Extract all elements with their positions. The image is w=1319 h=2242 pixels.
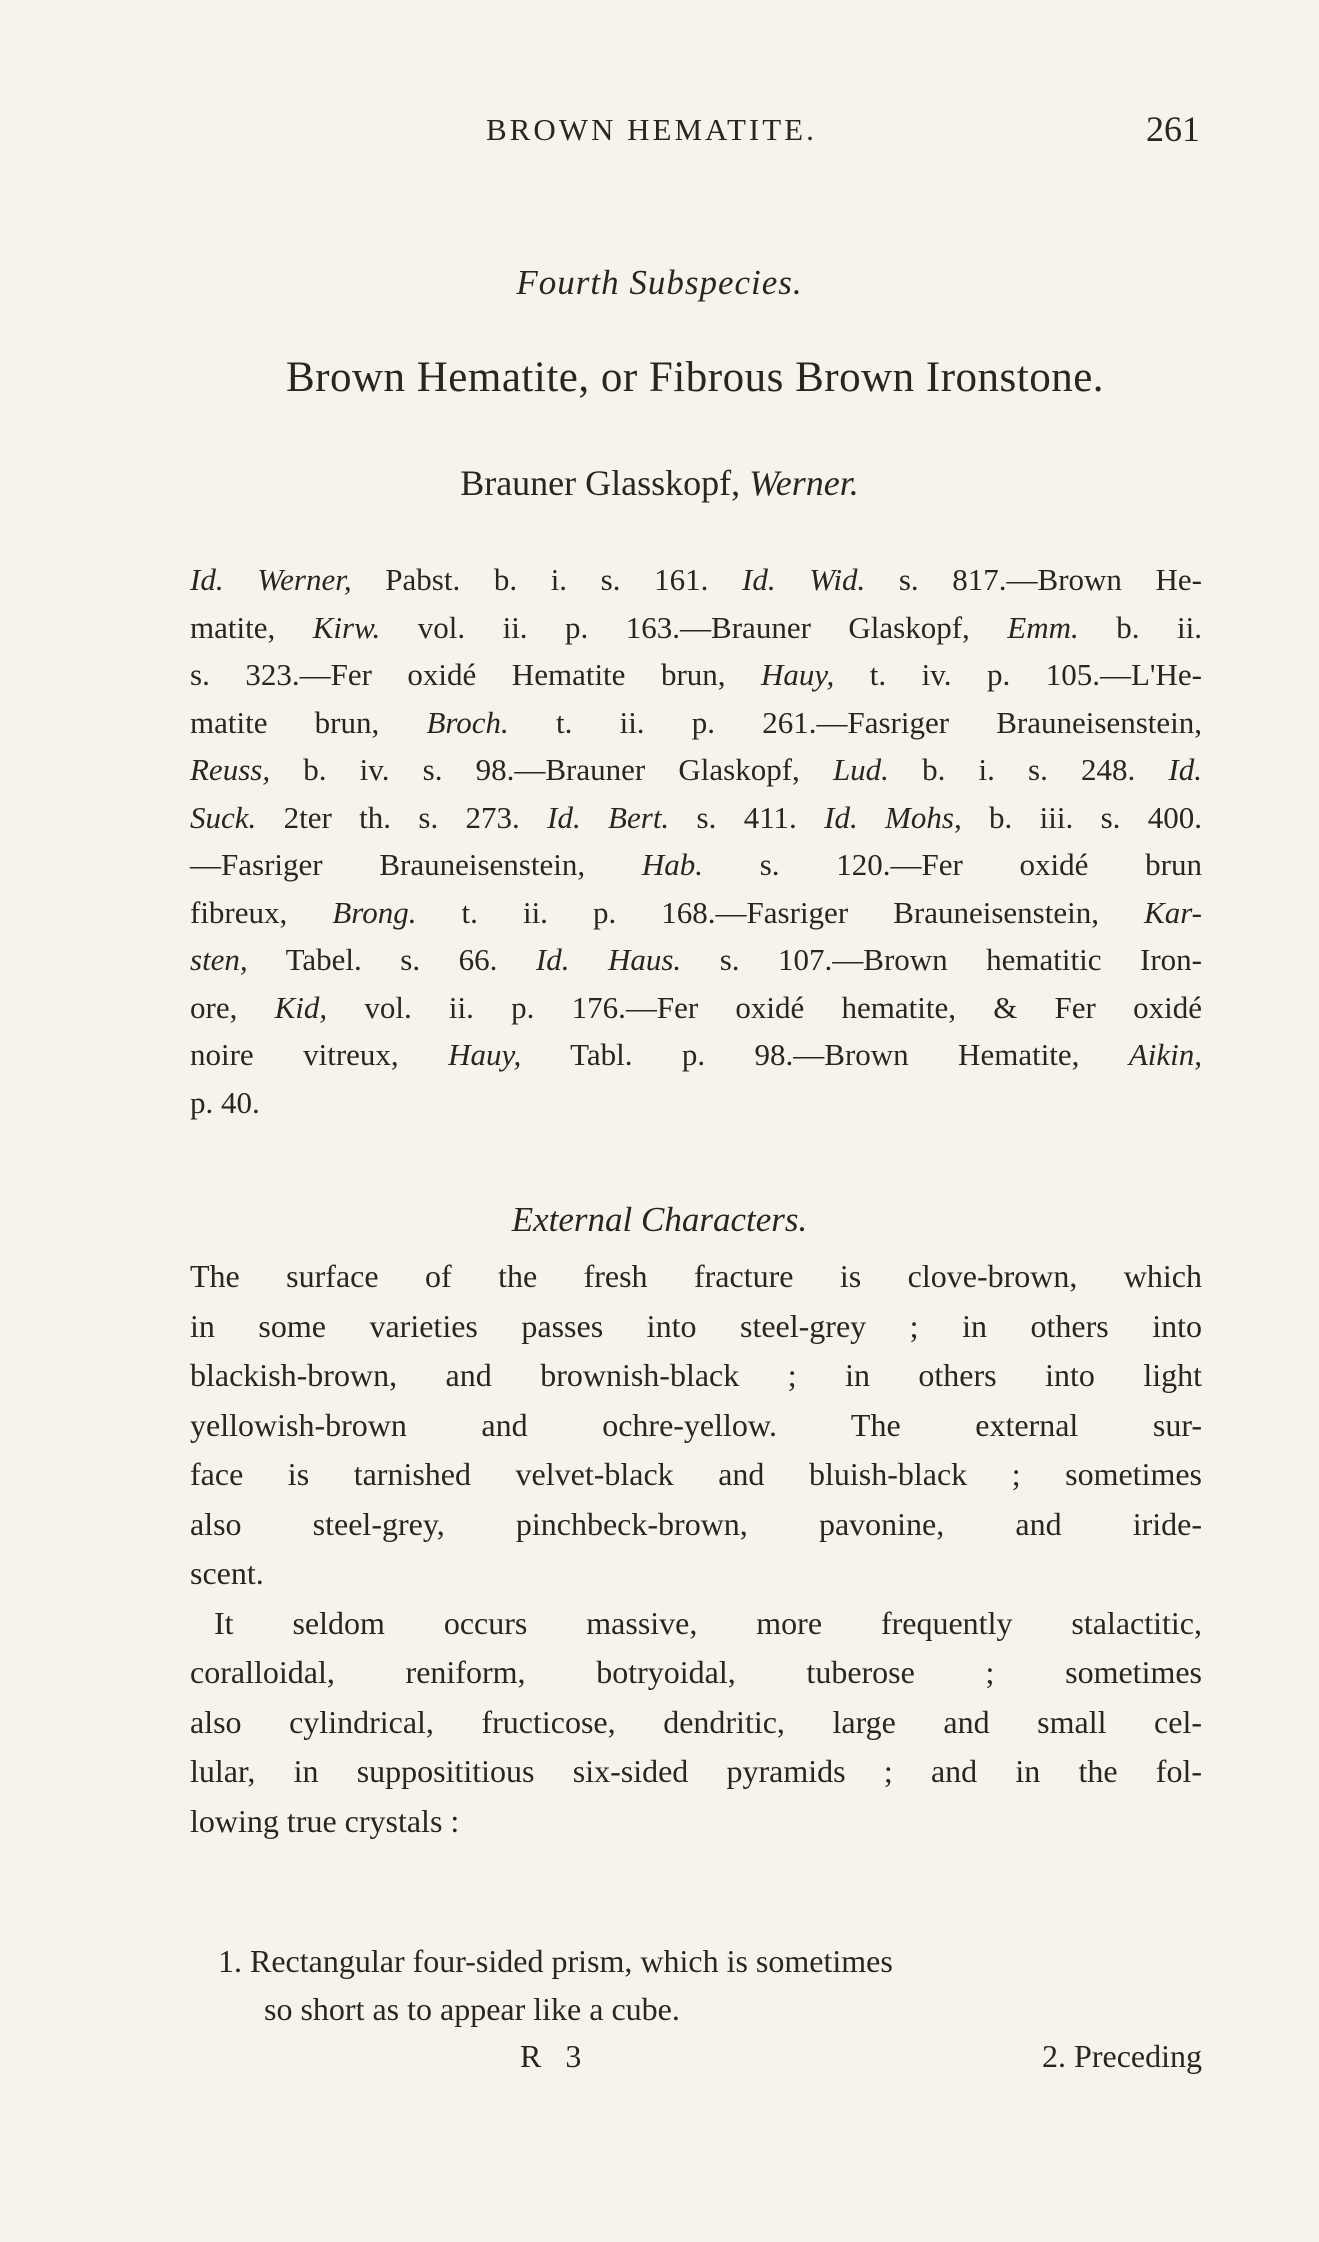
synonymy-line: s. 323.—Fer oxidé Hematite brun, Hauy, t. iv. p. 105.—L'He- [190,657,1202,692]
german-name-authority: Werner. [749,463,859,503]
synonymy-line: Reuss, b. iv. s. 98.—Brauner Glaskopf, Lud. b. i. s. 248. Id. [190,752,1202,787]
text-line: face is tarnished velvet-black and bluish-black ; sometimes [190,1456,1202,1492]
running-title: BROWN HEMATITE. [486,112,817,147]
synonymy-line: fibreux, Brong. t. ii. p. 168.—Fasriger Brauneisenstein, Kar- [190,894,1202,930]
synonymy-line: matite brun, Broch. t. ii. p. 261.—Fasriger Brauneisenstein, [190,704,1202,740]
text-line: coralloidal, reniform, botryoidal, tuberose ; sometimes [190,1654,1202,1690]
text-line: scent. [190,1555,264,1591]
signature-mark: R 3 [520,2038,590,2074]
synonymy-line: matite, Kirw. vol. ii. p. 163.—Brauner Glaskopf, Emm. b. ii. [190,609,1202,645]
synonymy-paragraph [190,556,1202,1126]
page-number: 261 [1146,109,1200,149]
section-heading: External Characters. [511,1200,808,1239]
synonymy-line: noire vitreux, Hauy, Tabl. p. 98.—Brown Hematite, Aikin, [190,1037,1202,1072]
synonymy-line: p. 40. [190,1084,260,1120]
synonymy-line: Suck. 2ter th. s. 273. Id. Bert. s. 411. Id. Mohs, b. iii. s. 400. [190,799,1202,835]
crystal-list-item [218,1937,1202,2033]
species-title: Brown Hematite, or Fibrous Brown Ironstone. [285,354,1105,401]
synonymy-line: sten, Tabel. s. 66. Id. Haus. s. 107.—Brown hematitic Iron- [190,942,1202,977]
synonymy-line: Id. Werner, Pabst. b. i. s. 161. Id. Wid. s. 817.—Brown He- [190,562,1203,597]
text-line: in some varieties passes into steel-grey ; in others into [190,1307,1202,1344]
text-line: blackish-brown, and brownish-black ; in others into light [190,1357,1202,1393]
text-line: lular, in supposititious six-sided pyramids ; and in the fol- [190,1753,1202,1789]
text-line: lowing true crystals : [190,1802,460,1839]
german-name-text: Brauner Glasskopf, [460,463,741,503]
synonymy-line: —Fasriger Brauneisenstein, Hab. s. 120.—Fer oxidé brun [190,847,1202,882]
running-head [190,109,1200,152]
body-text [190,1252,1202,1846]
synonymy-line: ore, Kid, vol. ii. p. 176.—Fer oxidé hematite, & Fer oxidé [190,989,1202,1025]
subspecies-heading: Fourth Subspecies. [516,263,803,302]
list-item-line: 1. Rectangular four-sided prism, which is sometimes [218,1943,893,1979]
text-line: It seldom occurs massive, more frequently stalactitic, [214,1604,1202,1641]
catchword: 2. Preceding [1042,2038,1202,2074]
text-line: also cylindrical, fructicose, dendritic, large and small cel- [190,1703,1202,1740]
text-line: yellowish-brown and ochre-yellow. The external sur- [190,1406,1202,1443]
german-name [0,462,1319,504]
page-footer [190,2038,1202,2088]
list-item-line: so short as to appear like a cube. [264,1991,680,2027]
text-line: also steel-grey, pinchbeck-brown, pavonine, and iride- [190,1505,1202,1542]
text-line: The surface of the fresh fracture is clove-brown, which [190,1258,1202,1294]
